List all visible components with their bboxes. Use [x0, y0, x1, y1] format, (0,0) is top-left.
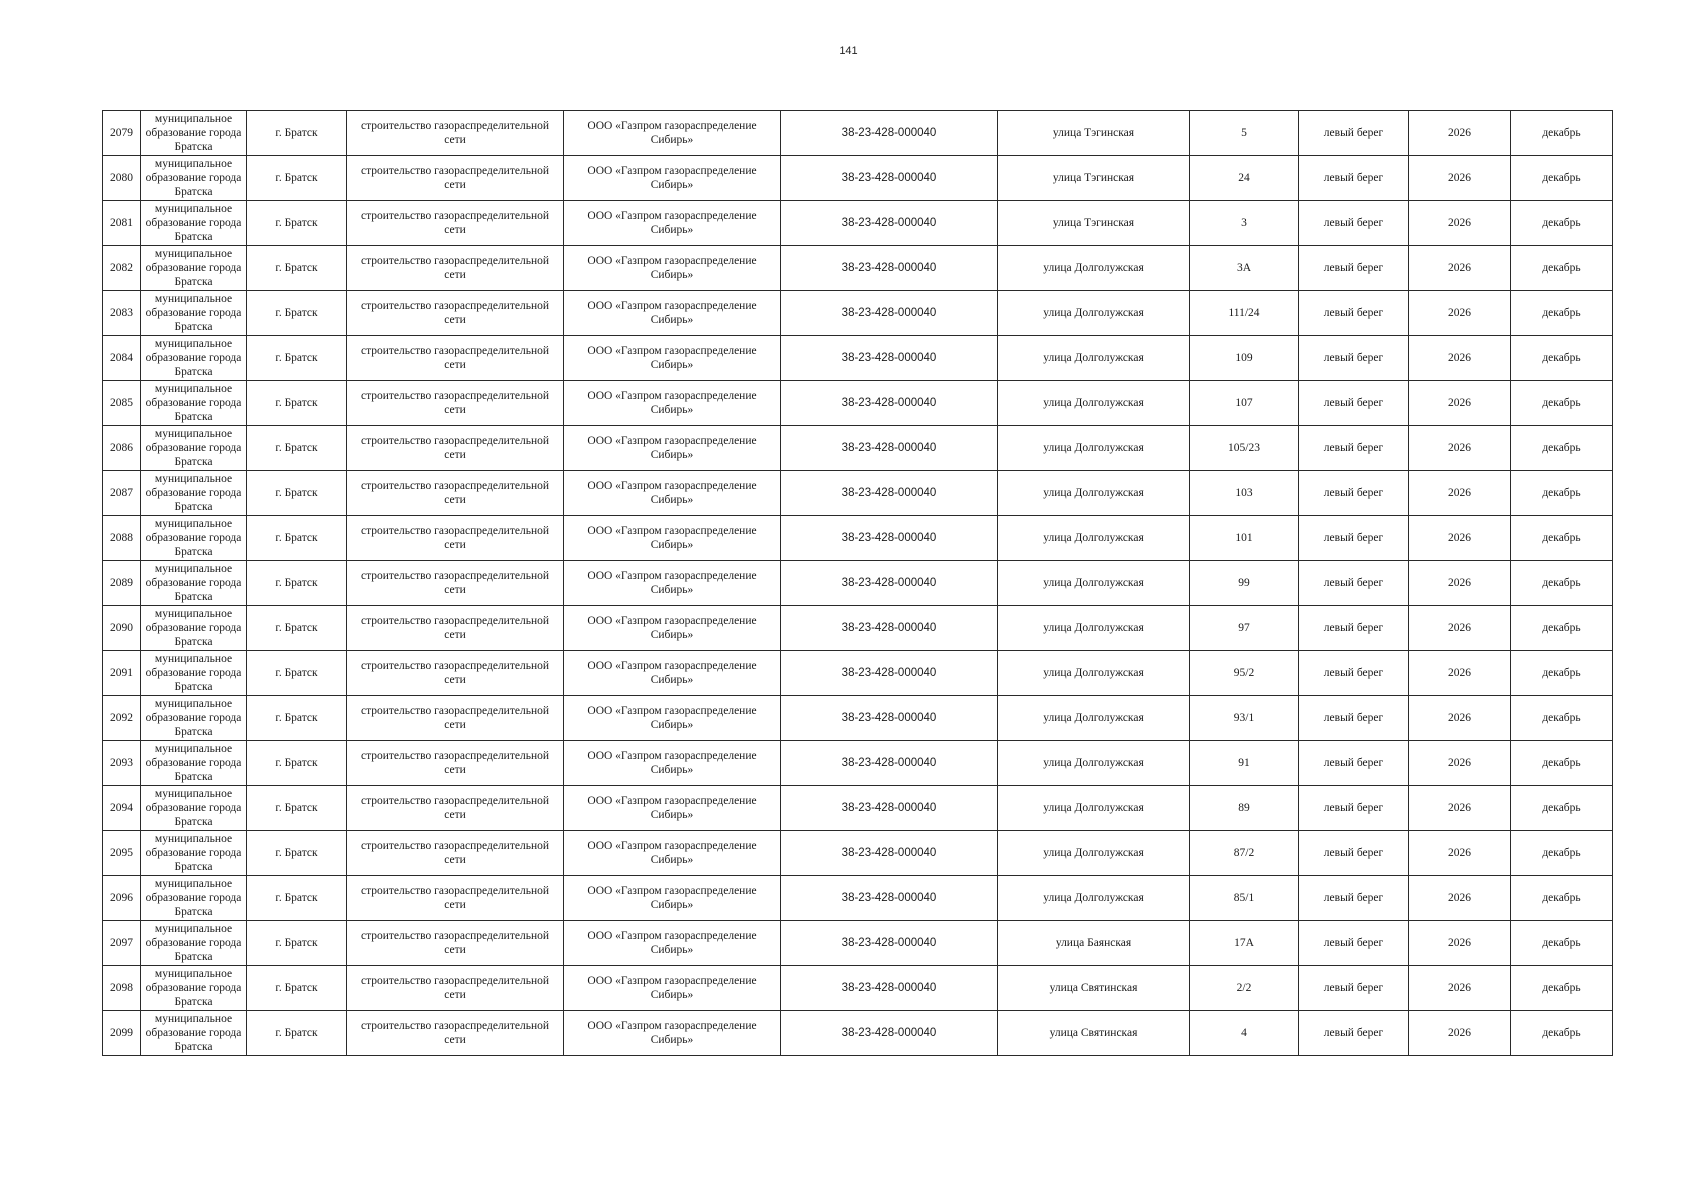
object-code-cell: 38-23-428-000040 [781, 291, 998, 336]
year-cell: 2026 [1409, 696, 1511, 741]
object-code-cell: 38-23-428-000040 [781, 921, 998, 966]
city-cell: г. Братск [247, 111, 347, 156]
river-bank-cell: левый берег [1299, 291, 1409, 336]
table-row [103, 381, 1613, 426]
work-type-cell: строительство газораспределительной сети [347, 201, 564, 246]
month-cell: декабрь [1511, 291, 1613, 336]
object-code-cell: 38-23-428-000040 [781, 426, 998, 471]
year-cell: 2026 [1409, 1011, 1511, 1056]
river-bank-cell: левый берег [1299, 156, 1409, 201]
row-number: 2094 [103, 786, 141, 831]
year-cell: 2026 [1409, 606, 1511, 651]
year-cell: 2026 [1409, 291, 1511, 336]
year-cell: 2026 [1409, 741, 1511, 786]
house-number-cell: 101 [1190, 516, 1299, 561]
house-number-cell: 85/1 [1190, 876, 1299, 921]
organization-cell: ООО «Газпром газораспределение Сибирь» [564, 156, 781, 201]
organization-cell: ООО «Газпром газораспределение Сибирь» [564, 651, 781, 696]
year-cell: 2026 [1409, 246, 1511, 291]
row-number: 2095 [103, 831, 141, 876]
table-row [103, 336, 1613, 381]
month-cell: декабрь [1511, 381, 1613, 426]
organization-cell: ООО «Газпром газораспределение Сибирь» [564, 876, 781, 921]
year-cell: 2026 [1409, 561, 1511, 606]
row-number: 2098 [103, 966, 141, 1011]
organization-cell: ООО «Газпром газораспределение Сибирь» [564, 696, 781, 741]
house-number-cell: 97 [1190, 606, 1299, 651]
table-row [103, 561, 1613, 606]
street-cell: улица Долголужская [998, 336, 1190, 381]
river-bank-cell: левый берег [1299, 471, 1409, 516]
object-code-cell: 38-23-428-000040 [781, 561, 998, 606]
street-cell: улица Тэгинская [998, 156, 1190, 201]
organization-cell: ООО «Газпром газораспределение Сибирь» [564, 966, 781, 1011]
house-number-cell: 5 [1190, 111, 1299, 156]
organization-cell: ООО «Газпром газораспределение Сибирь» [564, 1011, 781, 1056]
month-cell: декабрь [1511, 471, 1613, 516]
river-bank-cell: левый берег [1299, 741, 1409, 786]
work-type-cell: строительство газораспределительной сети [347, 471, 564, 516]
house-number-cell: 103 [1190, 471, 1299, 516]
work-type-cell: строительство газораспределительной сети [347, 921, 564, 966]
year-cell: 2026 [1409, 426, 1511, 471]
gasification-schedule-table [102, 110, 1613, 1056]
municipality-cell: муниципальное образование города Братска [141, 606, 247, 651]
year-cell: 2026 [1409, 876, 1511, 921]
month-cell: декабрь [1511, 1011, 1613, 1056]
table-row [103, 966, 1613, 1011]
river-bank-cell: левый берег [1299, 381, 1409, 426]
month-cell: декабрь [1511, 111, 1613, 156]
city-cell: г. Братск [247, 786, 347, 831]
river-bank-cell: левый берег [1299, 651, 1409, 696]
street-cell: улица Долголужская [998, 381, 1190, 426]
house-number-cell: 3А [1190, 246, 1299, 291]
river-bank-cell: левый берег [1299, 336, 1409, 381]
page-number: 141 [839, 45, 858, 57]
work-type-cell: строительство газораспределительной сети [347, 651, 564, 696]
municipality-cell: муниципальное образование города Братска [141, 381, 247, 426]
house-number-cell: 105/23 [1190, 426, 1299, 471]
work-type-cell: строительство газораспределительной сети [347, 831, 564, 876]
house-number-cell: 87/2 [1190, 831, 1299, 876]
table-row [103, 426, 1613, 471]
row-number: 2087 [103, 471, 141, 516]
row-number: 2092 [103, 696, 141, 741]
month-cell: декабрь [1511, 696, 1613, 741]
municipality-cell: муниципальное образование города Братска [141, 1011, 247, 1056]
street-cell: улица Святинская [998, 966, 1190, 1011]
city-cell: г. Братск [247, 381, 347, 426]
object-code-cell: 38-23-428-000040 [781, 606, 998, 651]
year-cell: 2026 [1409, 516, 1511, 561]
city-cell: г. Братск [247, 876, 347, 921]
row-number: 2085 [103, 381, 141, 426]
organization-cell: ООО «Газпром газораспределение Сибирь» [564, 516, 781, 561]
street-cell: улица Долголужская [998, 876, 1190, 921]
house-number-cell: 2/2 [1190, 966, 1299, 1011]
river-bank-cell: левый берег [1299, 786, 1409, 831]
year-cell: 2026 [1409, 966, 1511, 1011]
row-number: 2084 [103, 336, 141, 381]
month-cell: декабрь [1511, 561, 1613, 606]
row-number: 2091 [103, 651, 141, 696]
row-number: 2099 [103, 1011, 141, 1056]
street-cell: улица Тэгинская [998, 201, 1190, 246]
river-bank-cell: левый берег [1299, 246, 1409, 291]
city-cell: г. Братск [247, 921, 347, 966]
street-cell: улица Долголужская [998, 246, 1190, 291]
year-cell: 2026 [1409, 381, 1511, 426]
municipality-cell: муниципальное образование города Братска [141, 111, 247, 156]
river-bank-cell: левый берег [1299, 426, 1409, 471]
year-cell: 2026 [1409, 336, 1511, 381]
work-type-cell: строительство газораспределительной сети [347, 741, 564, 786]
river-bank-cell: левый берег [1299, 831, 1409, 876]
house-number-cell: 95/2 [1190, 651, 1299, 696]
year-cell: 2026 [1409, 156, 1511, 201]
object-code-cell: 38-23-428-000040 [781, 831, 998, 876]
table-row [103, 201, 1613, 246]
municipality-cell: муниципальное образование города Братска [141, 651, 247, 696]
row-number: 2086 [103, 426, 141, 471]
year-cell: 2026 [1409, 831, 1511, 876]
organization-cell: ООО «Газпром газораспределение Сибирь» [564, 471, 781, 516]
street-cell: улица Тэгинская [998, 111, 1190, 156]
river-bank-cell: левый берег [1299, 606, 1409, 651]
municipality-cell: муниципальное образование города Братска [141, 831, 247, 876]
street-cell: улица Долголужская [998, 786, 1190, 831]
river-bank-cell: левый берег [1299, 201, 1409, 246]
municipality-cell: муниципальное образование города Братска [141, 336, 247, 381]
year-cell: 2026 [1409, 651, 1511, 696]
month-cell: декабрь [1511, 876, 1613, 921]
row-number: 2080 [103, 156, 141, 201]
municipality-cell: муниципальное образование города Братска [141, 291, 247, 336]
table-row [103, 111, 1613, 156]
object-code-cell: 38-23-428-000040 [781, 246, 998, 291]
city-cell: г. Братск [247, 651, 347, 696]
year-cell: 2026 [1409, 921, 1511, 966]
organization-cell: ООО «Газпром газораспределение Сибирь» [564, 246, 781, 291]
table-row [103, 606, 1613, 651]
organization-cell: ООО «Газпром газораспределение Сибирь» [564, 381, 781, 426]
work-type-cell: строительство газораспределительной сети [347, 426, 564, 471]
year-cell: 2026 [1409, 786, 1511, 831]
city-cell: г. Братск [247, 831, 347, 876]
month-cell: декабрь [1511, 831, 1613, 876]
table-row [103, 1011, 1613, 1056]
year-cell: 2026 [1409, 111, 1511, 156]
municipality-cell: муниципальное образование города Братска [141, 201, 247, 246]
work-type-cell: строительство газораспределительной сети [347, 516, 564, 561]
table-row [103, 156, 1613, 201]
table-row [103, 786, 1613, 831]
street-cell: улица Долголужская [998, 471, 1190, 516]
municipality-cell: муниципальное образование города Братска [141, 516, 247, 561]
house-number-cell: 99 [1190, 561, 1299, 606]
city-cell: г. Братск [247, 741, 347, 786]
river-bank-cell: левый берег [1299, 561, 1409, 606]
street-cell: улица Долголужская [998, 516, 1190, 561]
work-type-cell: строительство газораспределительной сети [347, 1011, 564, 1056]
year-cell: 2026 [1409, 201, 1511, 246]
house-number-cell: 89 [1190, 786, 1299, 831]
house-number-cell: 109 [1190, 336, 1299, 381]
row-number: 2081 [103, 201, 141, 246]
organization-cell: ООО «Газпром газораспределение Сибирь» [564, 426, 781, 471]
city-cell: г. Братск [247, 696, 347, 741]
municipality-cell: муниципальное образование города Братска [141, 426, 247, 471]
house-number-cell: 91 [1190, 741, 1299, 786]
work-type-cell: строительство газораспределительной сети [347, 966, 564, 1011]
object-code-cell: 38-23-428-000040 [781, 651, 998, 696]
object-code-cell: 38-23-428-000040 [781, 471, 998, 516]
house-number-cell: 111/24 [1190, 291, 1299, 336]
work-type-cell: строительство газораспределительной сети [347, 606, 564, 651]
house-number-cell: 107 [1190, 381, 1299, 426]
street-cell: улица Долголужская [998, 606, 1190, 651]
year-cell: 2026 [1409, 471, 1511, 516]
work-type-cell: строительство газораспределительной сети [347, 561, 564, 606]
work-type-cell: строительство газораспределительной сети [347, 876, 564, 921]
city-cell: г. Братск [247, 966, 347, 1011]
municipality-cell: муниципальное образование города Братска [141, 561, 247, 606]
row-number: 2096 [103, 876, 141, 921]
work-type-cell: строительство газораспределительной сети [347, 696, 564, 741]
table-row [103, 876, 1613, 921]
organization-cell: ООО «Газпром газораспределение Сибирь» [564, 831, 781, 876]
month-cell: декабрь [1511, 921, 1613, 966]
city-cell: г. Братск [247, 156, 347, 201]
work-type-cell: строительство газораспределительной сети [347, 786, 564, 831]
row-number: 2093 [103, 741, 141, 786]
organization-cell: ООО «Газпром газораспределение Сибирь» [564, 741, 781, 786]
month-cell: декабрь [1511, 201, 1613, 246]
month-cell: декабрь [1511, 741, 1613, 786]
month-cell: декабрь [1511, 786, 1613, 831]
organization-cell: ООО «Газпром газораспределение Сибирь» [564, 561, 781, 606]
house-number-cell: 93/1 [1190, 696, 1299, 741]
house-number-cell: 3 [1190, 201, 1299, 246]
river-bank-cell: левый берег [1299, 516, 1409, 561]
object-code-cell: 38-23-428-000040 [781, 156, 998, 201]
table-row [103, 471, 1613, 516]
row-number: 2097 [103, 921, 141, 966]
organization-cell: ООО «Газпром газораспределение Сибирь» [564, 606, 781, 651]
city-cell: г. Братск [247, 471, 347, 516]
city-cell: г. Братск [247, 201, 347, 246]
month-cell: декабрь [1511, 606, 1613, 651]
table-row [103, 246, 1613, 291]
row-number: 2088 [103, 516, 141, 561]
municipality-cell: муниципальное образование города Братска [141, 741, 247, 786]
organization-cell: ООО «Газпром газораспределение Сибирь» [564, 111, 781, 156]
row-number: 2089 [103, 561, 141, 606]
work-type-cell: строительство газораспределительной сети [347, 246, 564, 291]
object-code-cell: 38-23-428-000040 [781, 876, 998, 921]
work-type-cell: строительство газораспределительной сети [347, 336, 564, 381]
street-cell: улица Баянская [998, 921, 1190, 966]
house-number-cell: 4 [1190, 1011, 1299, 1056]
work-type-cell: строительство газораспределительной сети [347, 156, 564, 201]
city-cell: г. Братск [247, 606, 347, 651]
row-number: 2083 [103, 291, 141, 336]
object-code-cell: 38-23-428-000040 [781, 516, 998, 561]
municipality-cell: муниципальное образование города Братска [141, 246, 247, 291]
work-type-cell: строительство газораспределительной сети [347, 291, 564, 336]
river-bank-cell: левый берег [1299, 876, 1409, 921]
municipality-cell: муниципальное образование города Братска [141, 921, 247, 966]
city-cell: г. Братск [247, 426, 347, 471]
organization-cell: ООО «Газпром газораспределение Сибирь» [564, 201, 781, 246]
city-cell: г. Братск [247, 561, 347, 606]
row-number: 2090 [103, 606, 141, 651]
organization-cell: ООО «Газпром газораспределение Сибирь» [564, 291, 781, 336]
municipality-cell: муниципальное образование города Братска [141, 876, 247, 921]
table-row [103, 921, 1613, 966]
table-body [103, 111, 1613, 1056]
table-row [103, 291, 1613, 336]
object-code-cell: 38-23-428-000040 [781, 786, 998, 831]
work-type-cell: строительство газораспределительной сети [347, 111, 564, 156]
municipality-cell: муниципальное образование города Братска [141, 471, 247, 516]
street-cell: улица Долголужская [998, 561, 1190, 606]
object-code-cell: 38-23-428-000040 [781, 201, 998, 246]
street-cell: улица Долголужская [998, 651, 1190, 696]
object-code-cell: 38-23-428-000040 [781, 111, 998, 156]
city-cell: г. Братск [247, 516, 347, 561]
street-cell: улица Долголужская [998, 696, 1190, 741]
object-code-cell: 38-23-428-000040 [781, 741, 998, 786]
object-code-cell: 38-23-428-000040 [781, 1011, 998, 1056]
river-bank-cell: левый берег [1299, 966, 1409, 1011]
municipality-cell: муниципальное образование города Братска [141, 156, 247, 201]
work-type-cell: строительство газораспределительной сети [347, 381, 564, 426]
table-row [103, 831, 1613, 876]
row-number: 2082 [103, 246, 141, 291]
month-cell: декабрь [1511, 336, 1613, 381]
street-cell: улица Долголужская [998, 831, 1190, 876]
month-cell: декабрь [1511, 246, 1613, 291]
row-number: 2079 [103, 111, 141, 156]
organization-cell: ООО «Газпром газораспределение Сибирь» [564, 921, 781, 966]
river-bank-cell: левый берег [1299, 1011, 1409, 1056]
month-cell: декабрь [1511, 156, 1613, 201]
city-cell: г. Братск [247, 1011, 347, 1056]
object-code-cell: 38-23-428-000040 [781, 696, 998, 741]
month-cell: декабрь [1511, 651, 1613, 696]
house-number-cell: 24 [1190, 156, 1299, 201]
municipality-cell: муниципальное образование города Братска [141, 696, 247, 741]
object-code-cell: 38-23-428-000040 [781, 381, 998, 426]
organization-cell: ООО «Газпром газораспределение Сибирь» [564, 336, 781, 381]
house-number-cell: 17А [1190, 921, 1299, 966]
river-bank-cell: левый берег [1299, 696, 1409, 741]
city-cell: г. Братск [247, 291, 347, 336]
city-cell: г. Братск [247, 246, 347, 291]
table-row [103, 696, 1613, 741]
organization-cell: ООО «Газпром газораспределение Сибирь» [564, 786, 781, 831]
river-bank-cell: левый берег [1299, 921, 1409, 966]
object-code-cell: 38-23-428-000040 [781, 336, 998, 381]
month-cell: декабрь [1511, 426, 1613, 471]
street-cell: улица Долголужская [998, 426, 1190, 471]
month-cell: декабрь [1511, 516, 1613, 561]
city-cell: г. Братск [247, 336, 347, 381]
table-row [103, 741, 1613, 786]
street-cell: улица Долголужская [998, 291, 1190, 336]
river-bank-cell: левый берег [1299, 111, 1409, 156]
table-row [103, 516, 1613, 561]
street-cell: улица Святинская [998, 1011, 1190, 1056]
table-row [103, 651, 1613, 696]
object-code-cell: 38-23-428-000040 [781, 966, 998, 1011]
municipality-cell: муниципальное образование города Братска [141, 786, 247, 831]
street-cell: улица Долголужская [998, 741, 1190, 786]
municipality-cell: муниципальное образование города Братска [141, 966, 247, 1011]
month-cell: декабрь [1511, 966, 1613, 1011]
